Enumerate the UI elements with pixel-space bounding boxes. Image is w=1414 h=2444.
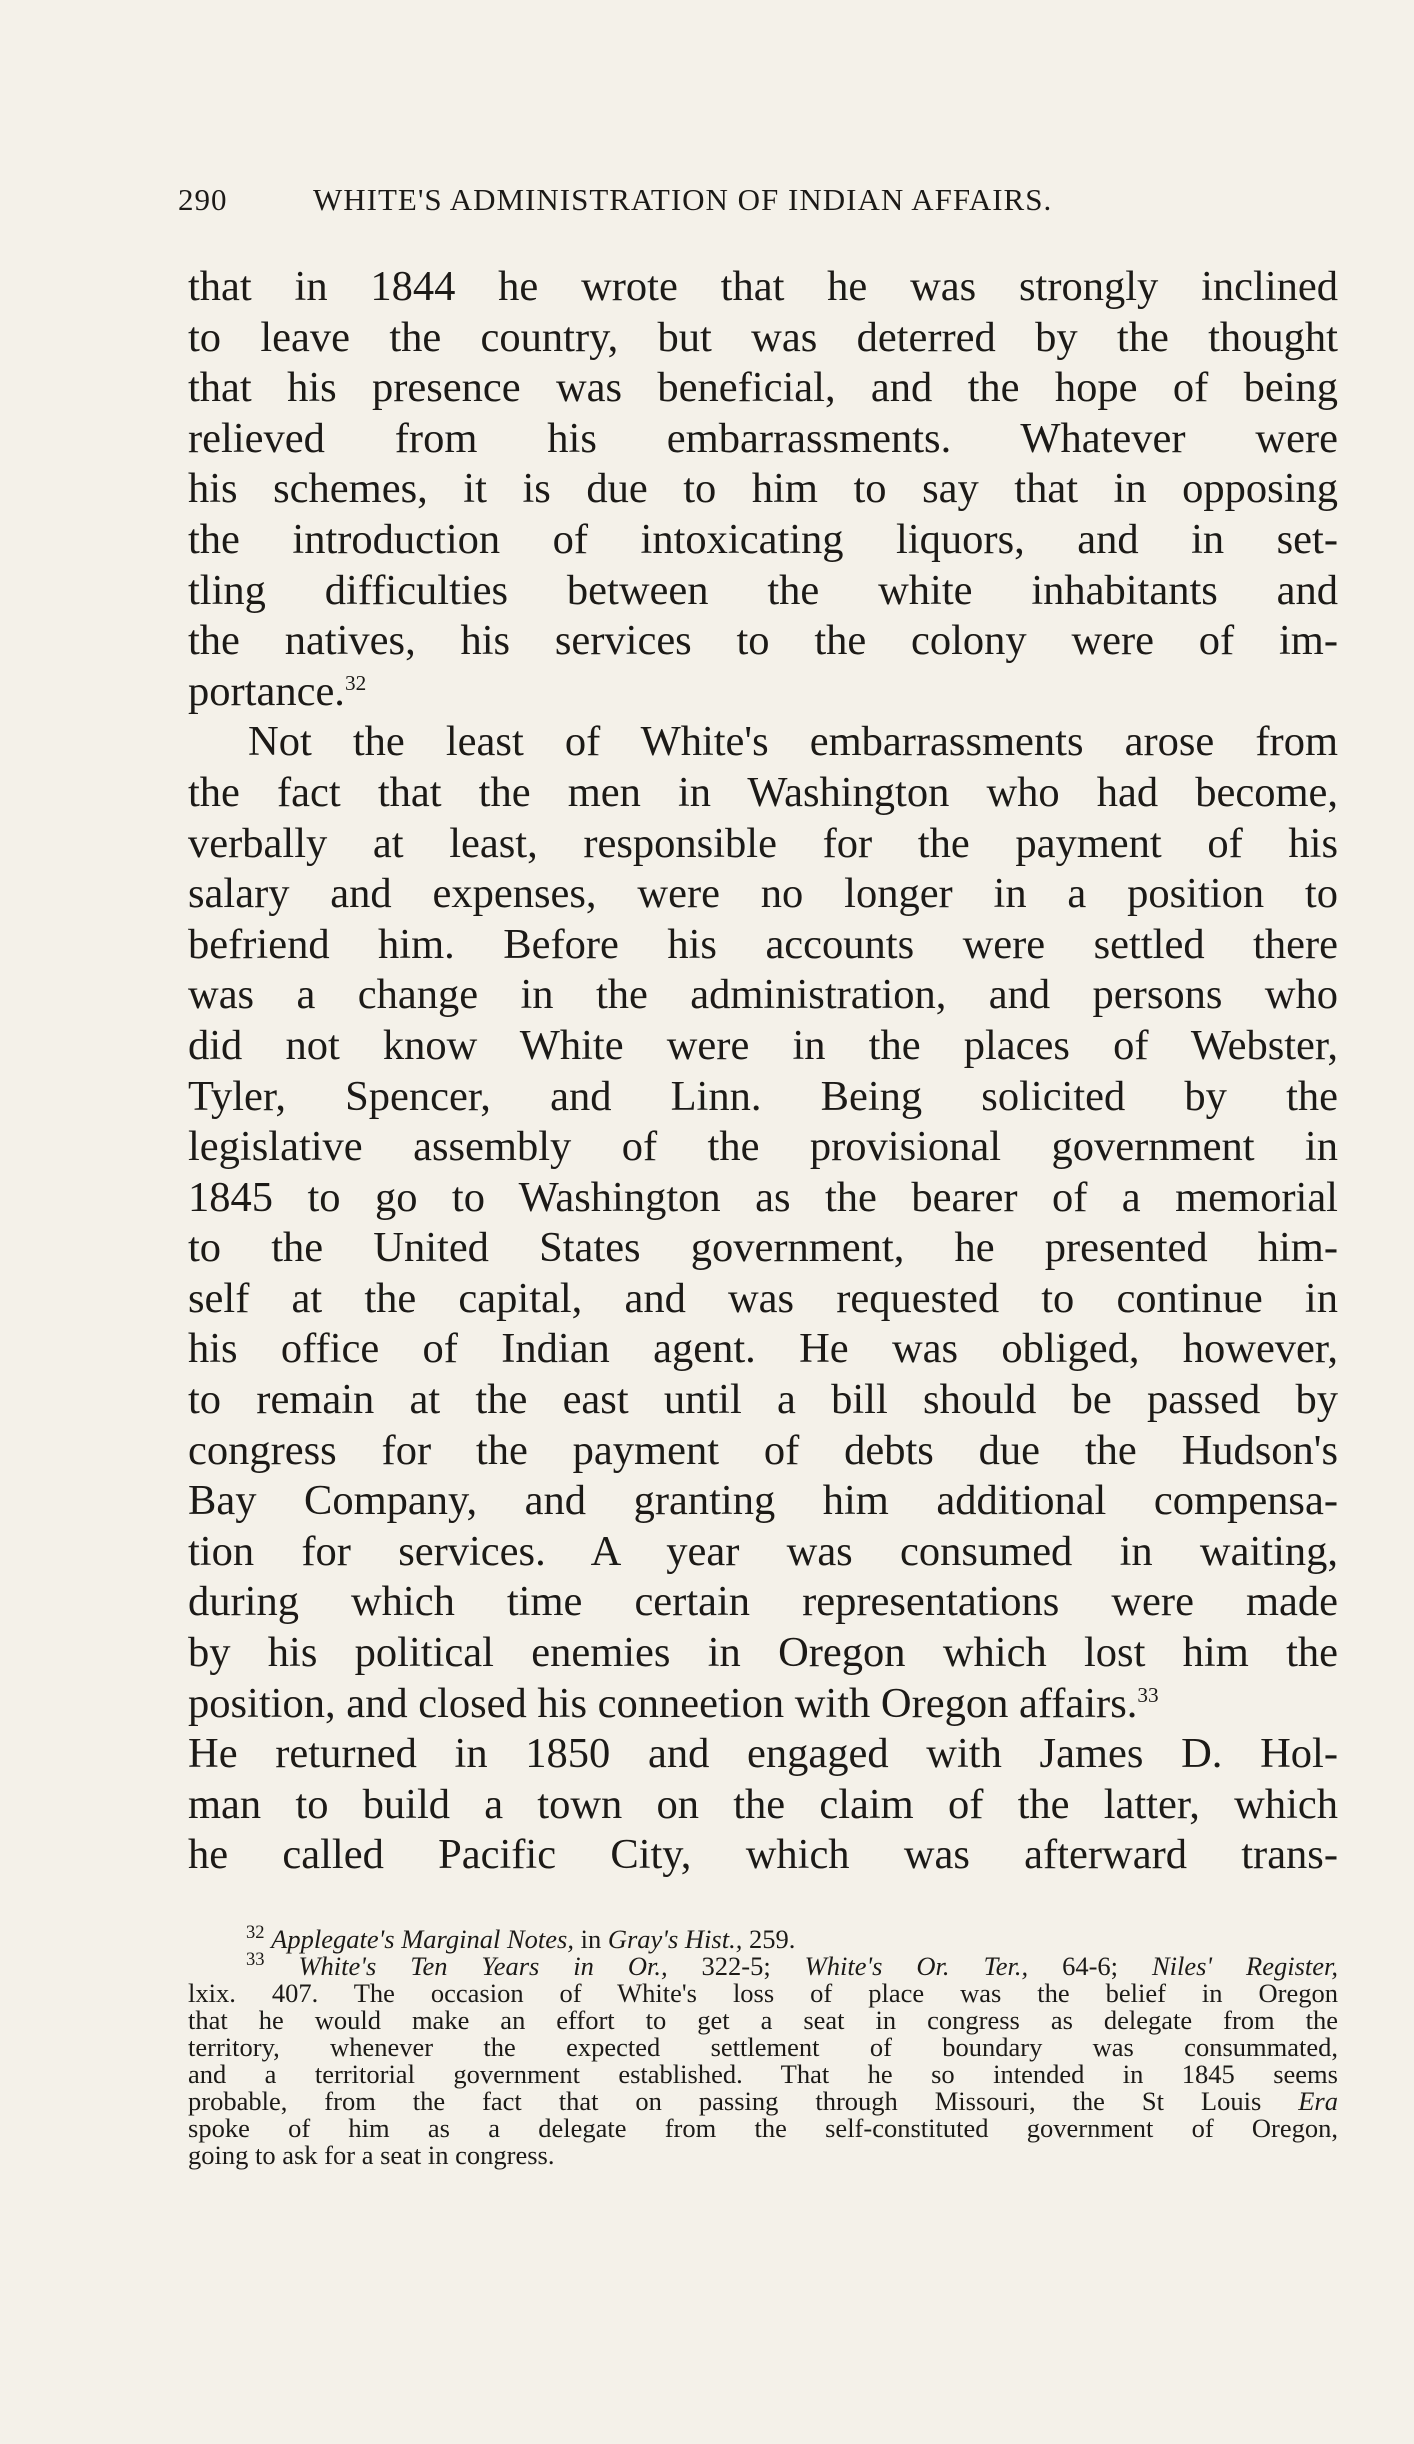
body-line: by his political enemies in Oregon which lost him the xyxy=(188,1629,1338,1677)
footnote-33 xyxy=(188,1949,1339,1981)
footnote-title: White's Or. Ter., xyxy=(804,1951,1029,1981)
footnote-text: 259. xyxy=(742,1924,796,1954)
footnote-ref-32: 32 xyxy=(344,670,367,695)
footnote-text: 322-5; xyxy=(667,1951,805,1981)
body-line: befriend him. Before his accounts were settled there xyxy=(188,920,1338,968)
page-header xyxy=(178,182,1238,222)
body-line-text: position, and closed his conneetion with Oregon affairs. xyxy=(188,1679,1138,1727)
body-line: during which time certain representations were made xyxy=(188,1578,1338,1626)
body-line: the fact that the men in Washington who had become, xyxy=(188,768,1338,816)
body-line-with-ref xyxy=(188,667,1338,718)
footnote-32 xyxy=(188,1922,1338,1954)
body-line: to leave the country, but was deterred by the thought xyxy=(188,313,1338,361)
footnote-line: spoke of him as a delegate from the self-constituted government of Oregon, xyxy=(188,2113,1338,2143)
body-line: the natives, his services to the colony were of im- xyxy=(188,617,1338,665)
footnote-number: 33 xyxy=(246,1949,265,1971)
body-line: 1845 to go to Washington as the bearer of a memorial xyxy=(188,1173,1338,1221)
footnote-source: Gray's Hist., xyxy=(607,1924,743,1954)
body-line: tion for services. A year was consumed in waiting, xyxy=(188,1527,1338,1575)
body-line: legislative assembly of the provisional government in xyxy=(188,1123,1338,1171)
body-line: to remain at the east until a bill should be passed by xyxy=(188,1376,1338,1424)
body-line: Tyler, Spencer, and Linn. Being solicited by the xyxy=(188,1072,1338,1120)
footnote-line: and a territorial government established. That he so intended in 1845 seems xyxy=(188,2059,1338,2089)
body-line: his schemes, it is due to him to say that in opposing xyxy=(188,465,1338,513)
footnote-title: Applegate's Marginal Notes, xyxy=(271,1924,574,1954)
footnote-number: 32 xyxy=(246,1922,265,1944)
footnote-title: Niles' Register, xyxy=(1151,1951,1339,1981)
footnote-title: White's Ten Years in Or., xyxy=(298,1951,668,1981)
paragraph-start: Not the least of White's embarrassments arose from xyxy=(248,718,1338,766)
body-line: congress for the payment of debts due the Hudson's xyxy=(188,1426,1338,1474)
footnote-line: lxix. 407. The occasion of White's loss of place was the belief in Oregon xyxy=(188,1978,1338,2008)
body-line-text: portance. xyxy=(188,667,345,715)
footnote-text: probable, from the fact that on passing through Missouri, the St Louis xyxy=(188,2086,1299,2116)
footnote-title: Era xyxy=(1298,2086,1338,2116)
footnote-text: 64-6; xyxy=(1028,1951,1152,1981)
body-line: Bay Company, and granting him additional compensa- xyxy=(188,1477,1338,1525)
body-line: he called Pacific City, which was afterward trans- xyxy=(188,1831,1338,1879)
footnote-text: in xyxy=(573,1924,608,1954)
body-line: to the United States government, he presented him- xyxy=(188,1224,1338,1272)
footnote-line: territory, whenever the expected settlement of boundary was consummated, xyxy=(188,2032,1338,2062)
body-line: tling difficulties between the white inhabitants and xyxy=(188,566,1338,614)
body-line: self at the capital, and was requested to continue in xyxy=(188,1274,1338,1322)
body-line: He returned in 1850 and engaged with James D. Hol- xyxy=(188,1730,1338,1778)
footnotes xyxy=(188,1922,1339,2170)
footnote-line xyxy=(188,2088,1338,2115)
page-number: 290 xyxy=(178,182,228,217)
footnote-ref-33: 33 xyxy=(1137,1682,1159,1707)
body-line: salary and expenses, were no longer in a position to xyxy=(188,870,1338,918)
body-line: that his presence was beneficial, and the hope of being xyxy=(188,364,1338,412)
running-title: WHITE'S ADMINISTRATION OF INDIAN AFFAIRS. xyxy=(313,182,1053,217)
body-line-with-ref xyxy=(188,1679,1338,1730)
body-text xyxy=(188,262,1338,1881)
body-line: did not know White were in the places of Webster, xyxy=(188,1021,1338,1069)
footnote-line: going to ask for a seat in congress. xyxy=(188,2140,555,2170)
body-line: relieved from his embarrassments. Whatever were xyxy=(188,414,1338,462)
body-line: the introduction of intoxicating liquors, and in set- xyxy=(188,515,1338,563)
body-line: man to build a town on the claim of the latter, which xyxy=(188,1780,1338,1828)
body-line: verbally at least, responsible for the payment of his xyxy=(188,819,1338,867)
footnote-line: that he would make an effort to get a seat in congress as delegate from the xyxy=(188,2005,1338,2035)
body-line: his office of Indian agent. He was obliged, however, xyxy=(188,1325,1338,1373)
body-line: was a change in the administration, and persons who xyxy=(188,971,1338,1019)
body-line: that in 1844 he wrote that he was strongly inclined xyxy=(188,263,1338,310)
